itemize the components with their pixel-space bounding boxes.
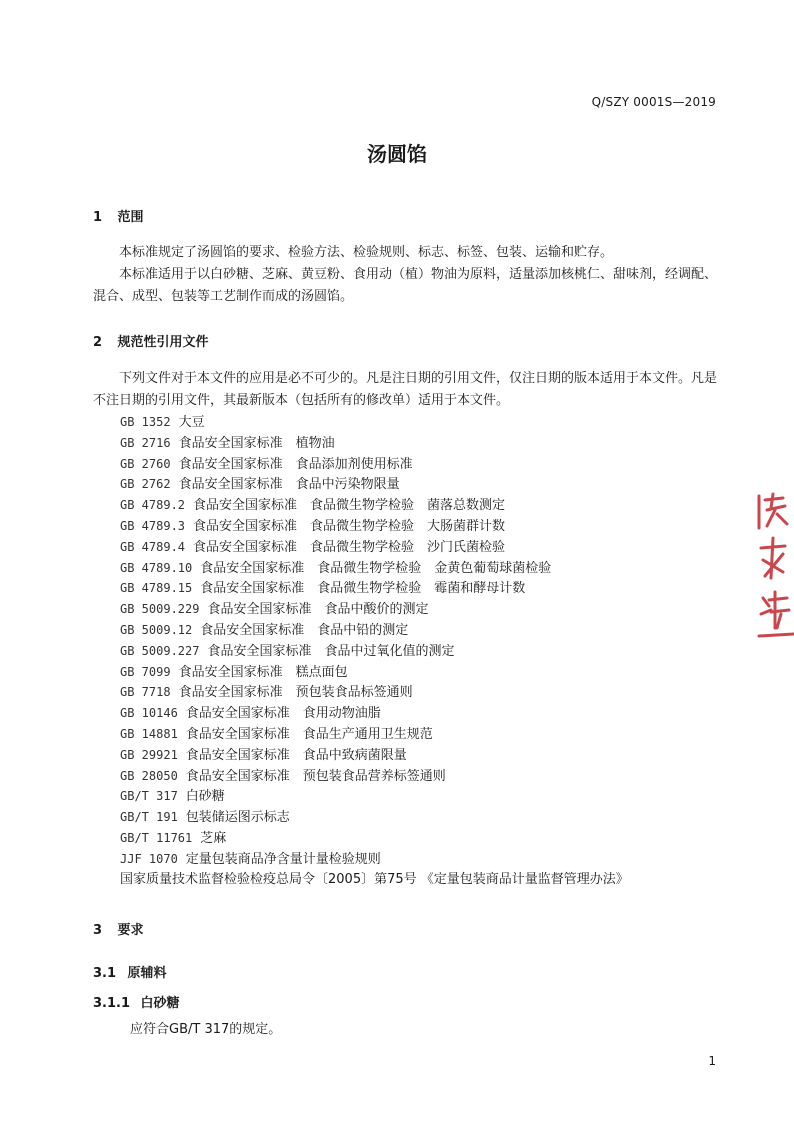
reference-title: 食品安全国家标准 食品中酸价的测定 (207, 602, 429, 618)
section-title: 原辅料 (127, 966, 167, 981)
reference-code: GB 5009.229 (120, 602, 200, 617)
reference-title: 食品安全国家标准 食品中过氧化值的测定 (207, 643, 455, 659)
reference-item (120, 828, 629, 849)
reference-title: 食品安全国家标准 食品微生物学检验 霉菌和酵母计数 (200, 581, 526, 597)
reference-title: 食品安全国家标准 食品微生物学检验 金黄色葡萄球菌检验 (200, 560, 552, 576)
section-number: 3 (93, 923, 103, 938)
reference-title: 食品安全国家标准 食品中致病菌限量 (185, 747, 407, 763)
reference-code: JJF 1070 (120, 851, 178, 866)
reference-item (120, 599, 629, 620)
section-number: 2 (93, 335, 103, 350)
reference-item (120, 433, 629, 454)
reference-code: GB 5009.227 (120, 643, 200, 658)
reference-item (120, 745, 629, 766)
reference-item (120, 516, 629, 537)
reference-item (120, 578, 629, 599)
scope-paragraph-1: 本标准规定了汤圆馅的要求、检验方法、检验规则、标志、标签、包装、运输和贮存。 (119, 245, 614, 260)
reference-title: 食品安全国家标准 食品微生物学检验 大肠菌群计数 (193, 518, 506, 534)
section-1-heading (93, 206, 144, 225)
reference-code: GB/T 11761 (120, 830, 193, 845)
reference-code: GB 7718 (120, 685, 171, 700)
section-title: 白砂糖 (140, 996, 180, 1011)
reference-item (120, 724, 629, 745)
reference-title: 芝麻 (200, 830, 227, 846)
reference-code: GB 14881 (120, 726, 178, 741)
reference-code: GB 7099 (120, 664, 171, 679)
reference-item (120, 682, 629, 703)
reference-item (120, 558, 629, 579)
reference-title: 大豆 (178, 415, 205, 430)
reference-code: GB 2760 (120, 456, 171, 471)
section-3-1-1-heading (93, 992, 180, 1011)
reference-item (120, 786, 629, 807)
reference-title: 定量包装商品净含量计量检验规则 (185, 851, 381, 867)
reference-title: 食品安全国家标准 预包装食品标签通则 (178, 685, 413, 701)
reference-item (120, 537, 629, 558)
reference-code: GB 4789.3 (120, 518, 186, 533)
reference-item (120, 703, 629, 724)
reference-title: 食品安全国家标准 食品生产通用卫生规范 (185, 726, 433, 742)
reference-code: GB 4789.10 (120, 560, 193, 575)
reference-code: GB 4789.15 (120, 581, 193, 596)
reference-title: 包装储运图示标志 (185, 810, 290, 826)
section-3-heading (93, 919, 144, 938)
reference-title: 白砂糖 (185, 789, 225, 805)
section-title: 范围 (117, 210, 144, 225)
reference-code: GB 10146 (120, 706, 178, 721)
reference-item (120, 849, 629, 870)
reference-code: GB 28050 (120, 768, 178, 783)
reference-code: GB/T 317 (120, 789, 178, 804)
section-2-heading (93, 331, 209, 350)
section-number: 3.1.1 (93, 996, 131, 1011)
reference-item (120, 807, 629, 828)
reference-title: 食品安全国家标准 食品中污染物限量 (178, 477, 400, 493)
reference-title: 食品安全国家标准 食品添加剂使用标准 (178, 456, 413, 472)
section-title: 规范性引用文件 (117, 335, 209, 350)
sugar-requirement-text: 应符合GB/T 317的规定。 (130, 1022, 282, 1037)
reference-title: 食品安全国家标准 食品微生物学检验 沙门氏菌检验 (193, 539, 506, 555)
document-title: 汤圆馅 (367, 142, 427, 166)
reference-title: 食品安全国家标准 食用动物油脂 (185, 706, 381, 722)
reference-title: 食品安全国家标准 食品中铅的测定 (200, 622, 409, 638)
reference-code: GB 4789.2 (120, 498, 186, 513)
reference-code: GB 5009.12 (120, 622, 193, 637)
reference-item (120, 412, 629, 433)
reference-item (120, 766, 629, 787)
reference-code: GB/T 191 (120, 810, 178, 825)
reference-item (120, 662, 629, 683)
reference-list (120, 412, 629, 890)
reference-item (120, 474, 629, 495)
reference-item (120, 641, 629, 662)
references-intro: 下列文件对于本文件的应用是必不可少的。凡是注日期的引用文件，仅注日期的版本适用于本文件。凡是不注日期的引用文件，其最新版本（包括所有的修改单）适用于本文件。 (93, 371, 718, 408)
reference-code: GB 2762 (120, 477, 171, 492)
reference-code: GB 2716 (120, 435, 171, 450)
page-number: 1 (708, 1054, 716, 1068)
reference-title: 食品安全国家标准 预包装食品营养标签通则 (185, 768, 446, 784)
section-number: 3.1 (93, 966, 117, 981)
reference-item (120, 620, 629, 641)
reference-code: GB 1352 (120, 415, 171, 429)
reference-item (120, 495, 629, 516)
reference-code: GB 4789.4 (120, 539, 186, 554)
scope-paragraph-2: 本标准适用于以白砂糖、芝麻、黄豆粉、食用动（植）物油为原料，适量添加核桃仁、甜味剂，经调配、混合、成型、包装等工艺制作而成的汤圆馅。 (93, 267, 718, 304)
reference-title: 食品安全国家标准 糕点面包 (178, 664, 348, 680)
reference-code: GB 29921 (120, 747, 178, 762)
reference-item-decree: 国家质量技术监督检验检疫总局令〔2005〕第75号 《定量包装商品计量监督管理办法》 (120, 871, 629, 887)
section-number: 1 (93, 210, 103, 225)
reference-title: 食品安全国家标准 植物油 (178, 435, 335, 451)
reference-item (120, 454, 629, 475)
section-title: 要求 (117, 923, 144, 938)
standard-number: Q/SZY 0001S—2019 (591, 95, 716, 109)
red-seal-stamp (755, 488, 794, 653)
reference-title: 食品安全国家标准 食品微生物学检验 菌落总数测定 (193, 498, 506, 514)
section-3-1-heading (93, 962, 167, 981)
